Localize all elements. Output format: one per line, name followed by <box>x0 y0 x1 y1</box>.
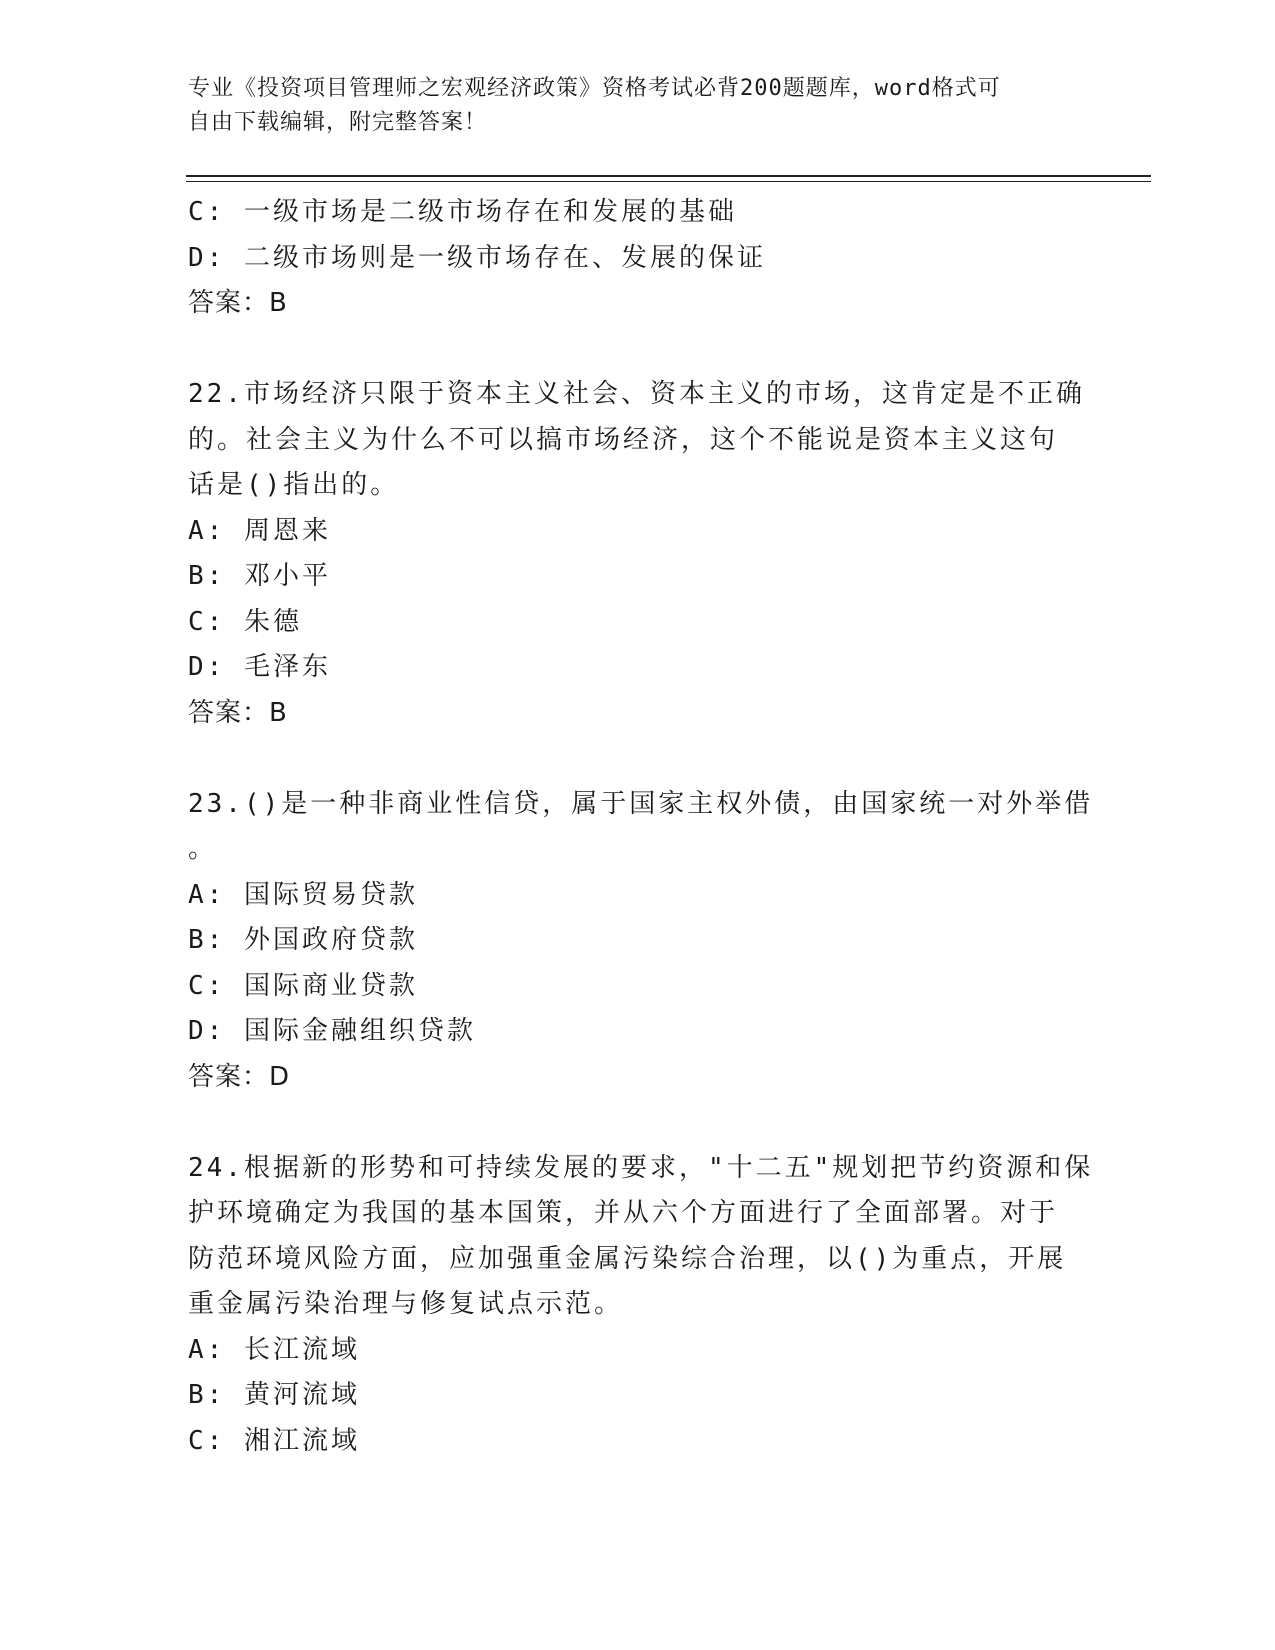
spacer <box>188 736 1088 782</box>
answer-line: 答案：B <box>188 288 288 318</box>
option-c: C: 朱德 <box>188 606 302 637</box>
header-rule-thin <box>186 181 1151 182</box>
option-b: B: 外国政府贷款 <box>188 925 418 955</box>
header-rule-thick <box>186 175 1151 177</box>
page-header <box>188 72 1068 140</box>
document-body <box>188 190 1094 1464</box>
question-text-line: 24.根据新的形势和可持续发展的要求，"十二五"规划把节约资源和保 <box>188 1152 1094 1183</box>
option-b: B: 黄河流域 <box>188 1380 360 1410</box>
option-d: D: 国际金融组织贷款 <box>188 1016 476 1046</box>
spacer <box>188 1100 1088 1146</box>
option-b: B: 邓小平 <box>188 561 331 591</box>
option-a: A: 周恩来 <box>188 515 331 546</box>
option-a: A: 长江流域 <box>188 1334 360 1365</box>
question-text-line: 23.()是一种非商业性信贷，属于国家主权外债，由国家统一对外举借 <box>188 788 1094 819</box>
option-c: C: 国际商业贷款 <box>188 970 418 1001</box>
spacer <box>188 327 1088 373</box>
answer-line: 答案：D <box>188 1061 291 1092</box>
option-d: D: 二级市场则是一级市场存在、发展的保证 <box>188 242 766 273</box>
option-c: C: 湘江流域 <box>188 1425 360 1456</box>
answer-line: 答案：B <box>188 697 288 728</box>
header-line-1: 专业《投资项目管理师之宏观经济政策》资格考试必背200题题库，word格式可 <box>188 76 1001 101</box>
question-text-line: 防范环境风险方面，应加强重金属污染综合治理，以()为重点，开展 <box>188 1243 1067 1274</box>
header-line-2: 自由下载编辑，附完整答案！ <box>188 110 488 135</box>
question-text-line: 重金属污染治理与修复试点示范。 <box>188 1289 624 1319</box>
question-text-line: 话是()指出的。 <box>188 470 400 500</box>
option-d: D: 毛泽东 <box>188 652 331 682</box>
question-text-line: 的。社会主义为什么不可以搞市场经济，这个不能说是资本主义这句 <box>188 424 1059 455</box>
option-c: C: 一级市场是二级市场存在和发展的基础 <box>188 197 737 227</box>
question-text-line: 22.市场经济只限于资本主义社会、资本主义的市场，这肯定是不正确 <box>188 379 1085 409</box>
question-text-line: 护环境确定为我国的基本国策，并从六个方面进行了全面部署。对于 <box>188 1198 1059 1228</box>
question-23 <box>188 782 1094 1101</box>
option-a: A: 国际贸易贷款 <box>188 879 418 910</box>
question-22 <box>188 372 1088 736</box>
question-24 <box>188 1146 1094 1465</box>
question-text-line: 。 <box>188 834 218 864</box>
prev-question-block <box>188 190 1088 327</box>
